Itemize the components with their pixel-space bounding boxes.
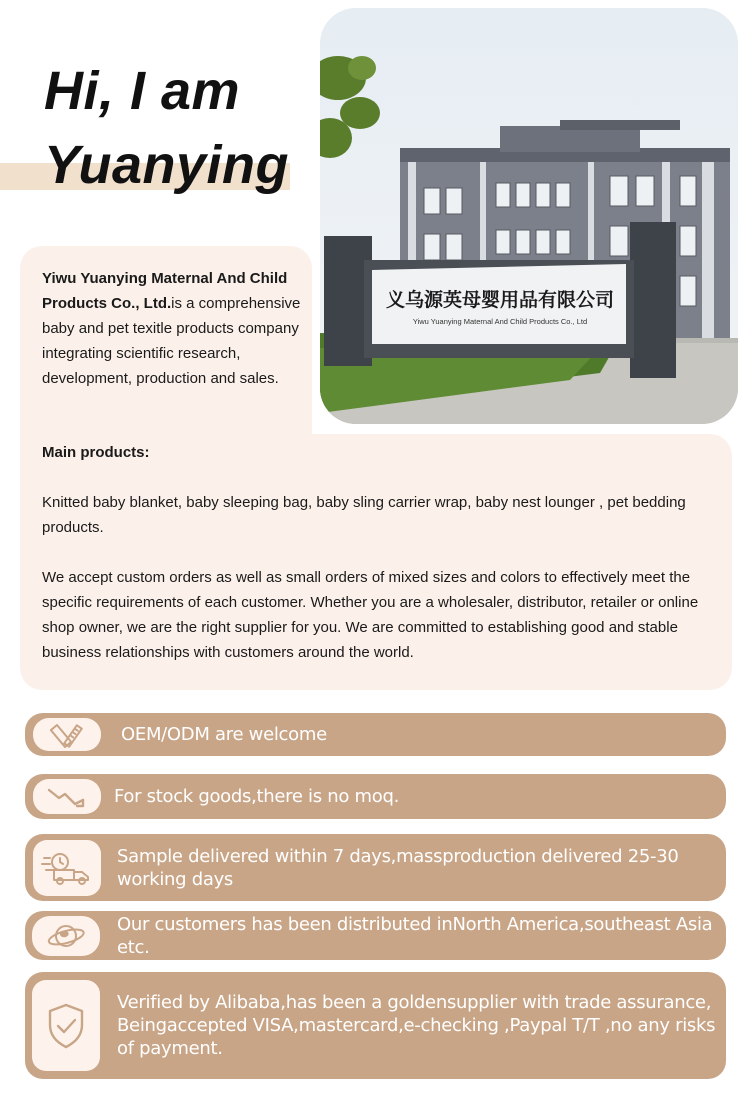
factory-photo [320, 8, 738, 424]
main-products-heading: Main products: [42, 444, 150, 461]
feature-label: Our customers has been distributed inNorth America,southeast Asia etc. [117, 913, 713, 958]
sign-chinese-text: 义乌源英母婴用品有限公司 [385, 289, 615, 311]
globe-icon [32, 916, 100, 956]
company-name: Yiwu Yuanying Maternal And Child Products Co., Ltd. [42, 270, 288, 312]
feature-no-moq [25, 774, 726, 819]
feature-delivery [25, 834, 726, 901]
company-intro [42, 266, 304, 391]
shield-check-icon [32, 980, 100, 1071]
main-products-list: Knitted baby blanket, baby sleeping bag, baby sling carrier wrap, baby nest lounger , pet bedding products. [42, 494, 686, 536]
title-line-2: Yuanying [44, 135, 290, 195]
title-line-1: Hi, I am [44, 61, 241, 121]
feature-distribution [25, 911, 726, 960]
trend-down-icon [33, 779, 101, 814]
feature-label: Sample delivered within 7 days,massproduction delivered 25-30 working days [117, 845, 679, 890]
feature-label: For stock goods,there is no moq. [114, 786, 399, 807]
factory-illustration [320, 8, 738, 424]
feature-oem-odm [25, 713, 726, 756]
main-products-section [42, 440, 722, 690]
sign-english-text: Yiwu Yuanying Maternal And Child Products Co., Ltd [412, 317, 588, 326]
feature-verified [25, 972, 726, 1079]
page-title [44, 54, 289, 202]
feature-label: Verified by Alibaba,has been a goldensupplier with trade assurance, Beingaccepted VISA,mastercard,e-checking ,Paypal T/T ,no any risks of payment. [117, 992, 716, 1059]
custom-orders-text: We accept custom orders as well as small orders of mixed sizes and colors to effectively meet the specific requirements of each customer. Whether you are a wholesaler, distributor, retailer or online shop owner, we are the right supplier for you. We are committed to establishing good and stable business relationships with customers around the world. [42, 569, 699, 661]
delivery-truck-icon [33, 840, 101, 896]
pencil-ruler-icon [33, 718, 101, 751]
company-description: is a comprehensive baby and pet texitle products company integrating scientific research, development, production and sales. [42, 295, 301, 387]
feature-label: OEM/ODM are welcome [121, 724, 327, 745]
